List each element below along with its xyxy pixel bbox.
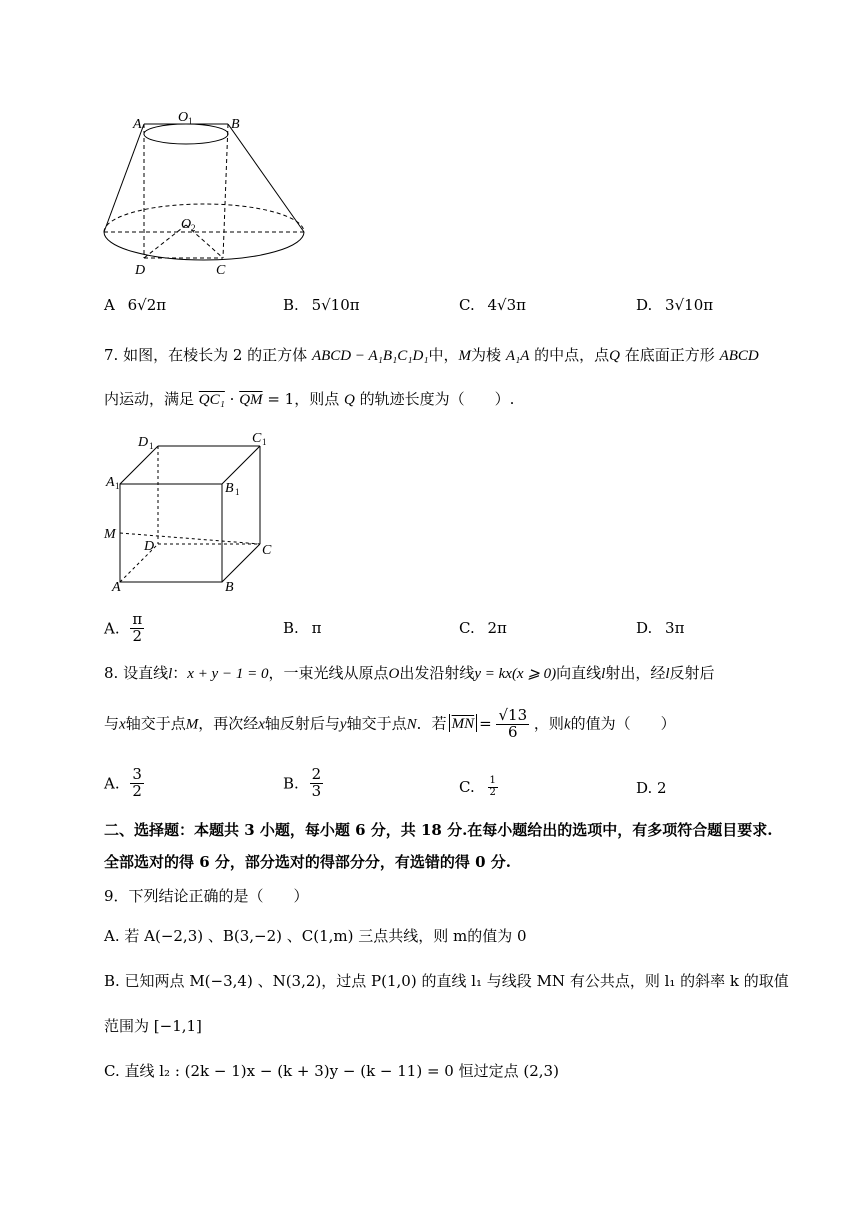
q6-option-a-value: 6√2π: [127, 296, 167, 314]
label-A: A: [133, 117, 142, 132]
label-O2-sub: 2: [191, 223, 196, 233]
q7-option-d[interactable]: [636, 619, 684, 637]
bottom-ellipse-back: [104, 204, 304, 232]
q8-option-a-label: A.: [104, 774, 120, 793]
label-O1: O: [178, 110, 189, 125]
q9-option-b-line1[interactable]: B. 已知两点 M(−3,4) 、N(3,2)，过点 P(1,0) 的直线 l₁ 与线段 MN 有公共点，则 l₁ 的斜率 k 的取值: [104, 972, 789, 990]
label-D: D: [135, 263, 146, 278]
label-A1-sub: 1: [115, 481, 120, 491]
q7-option-a-label: A.: [104, 619, 120, 638]
label-B1: B: [225, 481, 234, 496]
q7-option-c-label: C.: [459, 619, 475, 637]
top-ellipse: [144, 124, 228, 144]
q7-option-a[interactable]: [104, 612, 144, 645]
q8-option-b-fraction: $\frac{2}{3}$: [311, 765, 322, 800]
q6-option-d-value: 3√10π: [665, 296, 714, 314]
q7-option-b-value: π: [311, 619, 322, 637]
bottom-ellipse-front: [104, 232, 304, 260]
label-B: B: [231, 117, 240, 132]
q6-option-d[interactable]: [636, 296, 713, 314]
q8-option-c-label: C.: [459, 778, 475, 796]
q7-option-d-value: 3π: [665, 619, 685, 637]
label-C: C: [216, 263, 226, 278]
q7-option-b-label: B.: [283, 619, 299, 637]
cube-front-face: [120, 484, 222, 582]
q8-option-c[interactable]: [459, 776, 498, 798]
left-generator: [104, 124, 144, 232]
q8-option-d-label: D. 2: [636, 779, 667, 797]
q9-option-b-line2: 范围为 [−1,1]: [104, 1017, 202, 1035]
label-C1-sub: 1: [262, 437, 267, 447]
q8-option-d[interactable]: [636, 779, 667, 797]
q8-stem-line1: 8. 设直线l：x + y − 1 = 0，一束光线从原点O出发沿射线y = kx(x ⩾ 0)向直线l射出，经l反射后: [104, 664, 715, 682]
q8-ratio-fraction: $\frac{√13}{6}$: [498, 706, 528, 741]
q6-option-b-label: B.: [283, 296, 299, 314]
edge-B1-C1: [222, 446, 260, 484]
q6-option-b[interactable]: [283, 296, 360, 314]
right-generator: [228, 124, 304, 232]
section2-header-line2: 全部选对的得 6 分，部分选对的得部分分，有选错的得 0 分.: [104, 853, 511, 871]
q8-option-b[interactable]: [283, 767, 323, 800]
q7-stem-line2: 内运动，满足 $QC_1 \cdot \overline{QM} = 1$，则点 Q 的轨迹长度为（ ）.: [104, 390, 515, 408]
q9-option-a[interactable]: A. 若 A(−2,3) 、B(3,−2) 、C(1,m) 三点共线，则 m的值为 0: [104, 927, 527, 945]
label-D: D: [144, 539, 155, 554]
frustum-figure: [95, 100, 315, 285]
q7-option-c-value: 2π: [487, 619, 507, 637]
label-O1-sub: 1: [188, 116, 193, 126]
edge-B-C: [222, 544, 260, 582]
q6-option-a-label: A: [104, 296, 115, 314]
q6-option-d-label: D.: [636, 296, 653, 314]
q6-option-c[interactable]: [459, 296, 526, 314]
q8-option-a-fraction: $\frac{3}{2}$: [132, 765, 142, 800]
label-D1-sub: 1: [149, 441, 154, 451]
q8-option-a[interactable]: [104, 767, 144, 800]
section2-header-line1: 二、选择题：本题共 3 小题，每小题 6 分，共 18 分.在每小题给出的选项中，有多项符合题目要求.: [104, 821, 773, 839]
label-A: A: [112, 580, 121, 595]
q7-option-c[interactable]: [459, 619, 507, 637]
label-D1: D: [138, 435, 149, 450]
q7-option-a-fraction: $\frac{\pi}{2}$: [132, 610, 143, 645]
q6-option-c-value: 4√3π: [487, 296, 527, 314]
q8-option-b-label: B.: [283, 774, 299, 793]
dashed-B-C: [223, 124, 228, 258]
label-C: C: [262, 543, 272, 558]
label-C1: C: [252, 431, 262, 446]
q6-option-a[interactable]: [104, 296, 166, 314]
cube-figure: [100, 428, 280, 598]
dashed-O2-D: [144, 225, 186, 258]
q8-stem-line2: 与x轴交于点M，再次经x轴反射后与y轴交于点N．若 $\overline{MN}$ = $\frac{√13}{6}$ ，则k的值为（ ）: [104, 706, 676, 741]
q7-stem-line1: 7. 如图，在棱长为 2 的正方体 ABCD − A₁B₁C₁D₁中，M为棱 A₁A 的中点，点Q 在底面正方形 ABCD: [104, 346, 759, 364]
q7-option-b[interactable]: [283, 619, 321, 637]
q6-option-b-value: 5√10π: [311, 296, 360, 314]
label-B1-sub: 1: [235, 487, 240, 497]
q9-stem: 9．下列结论正确的是（ ）: [104, 887, 309, 905]
q9-option-c[interactable]: C. 直线 l₂ : (2k − 1)x − (k + 3)y − (k − 11) = 0 恒过定点 (2,3): [104, 1062, 559, 1080]
label-M: M: [104, 527, 116, 542]
q6-option-c-label: C.: [459, 296, 475, 314]
edge-A1-D1: [120, 446, 158, 484]
label-A1: A: [106, 475, 115, 490]
q8-option-c-fraction: $\frac{1}{2}$: [489, 775, 496, 798]
q7-option-d-label: D.: [636, 619, 653, 637]
label-B: B: [225, 580, 234, 595]
hidden-M-C: [120, 533, 260, 544]
label-O2: O: [181, 217, 192, 232]
